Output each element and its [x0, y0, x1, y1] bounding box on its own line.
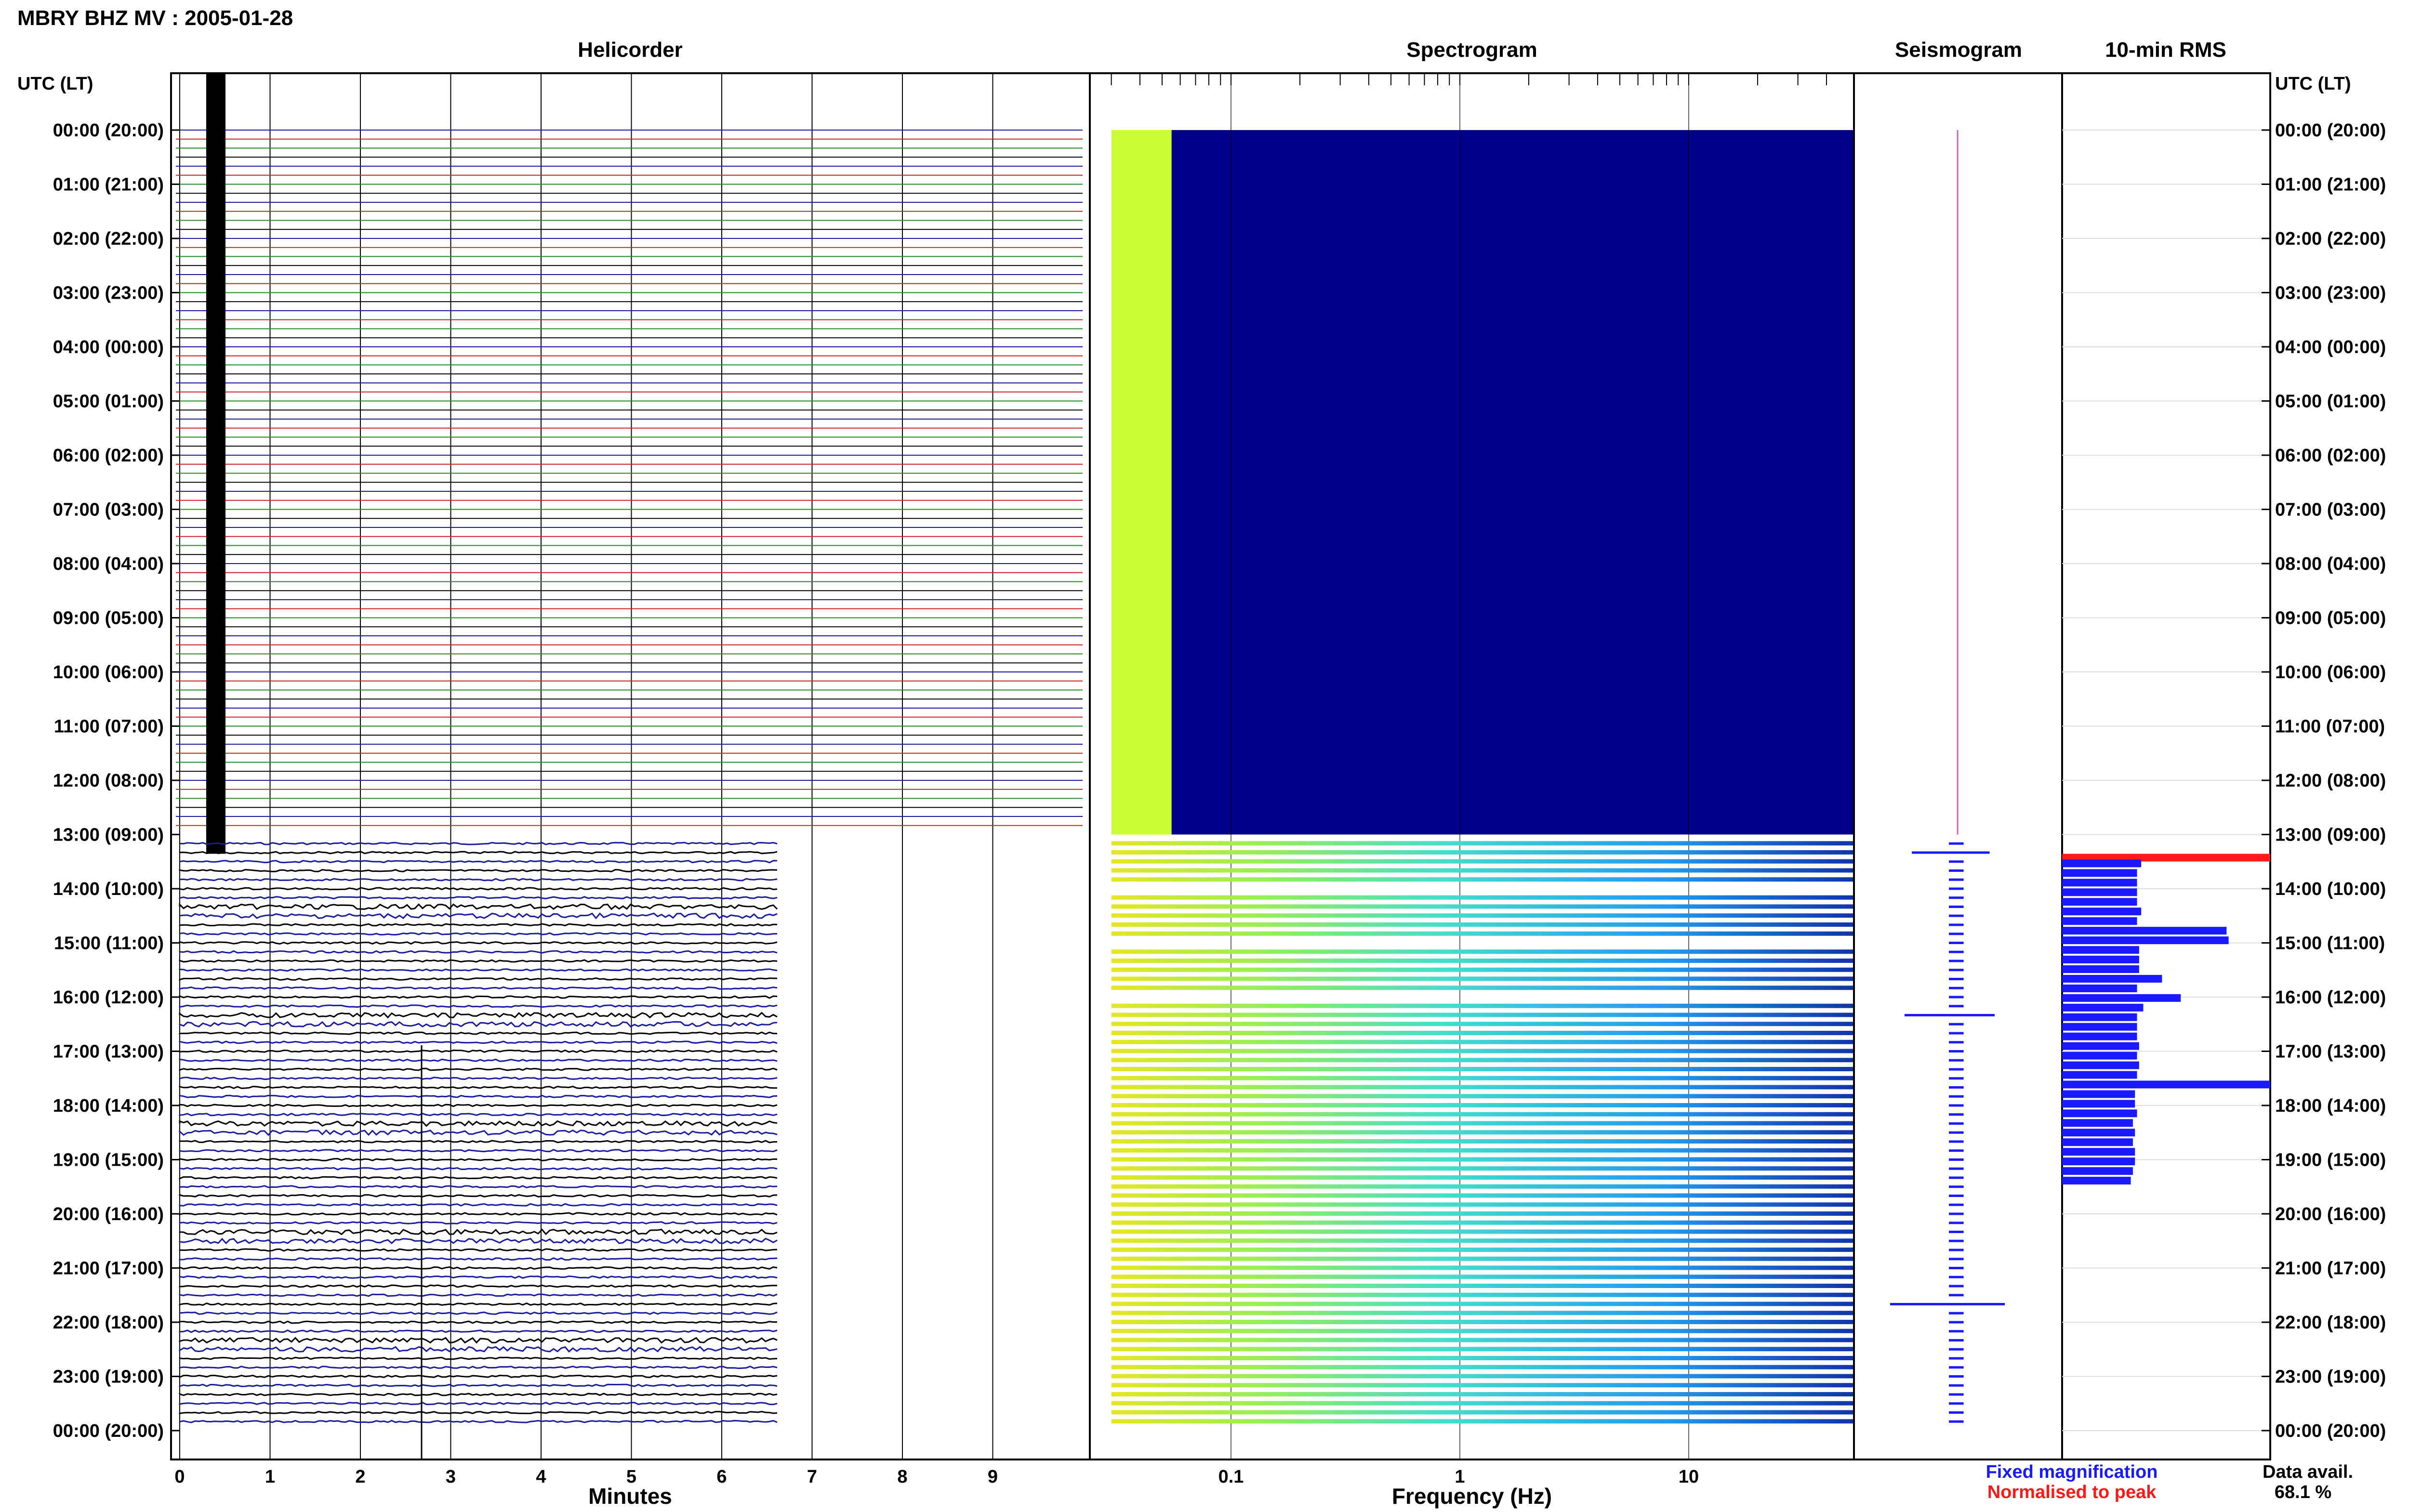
- helicorder-trace: [180, 996, 777, 998]
- rms-bar: [2062, 859, 2141, 867]
- hour-label-right: 22:00 (18:00): [2275, 1313, 2386, 1333]
- rms-panel: [2062, 73, 2270, 1459]
- spectrogram-strip: [1112, 905, 1854, 909]
- helicorder-trace: [180, 1321, 777, 1323]
- helicorder-trace: [180, 1394, 777, 1395]
- helicorder-tick-label: 5: [626, 1467, 637, 1487]
- rms-bar: [2062, 1157, 2135, 1165]
- helicorder-trace: [180, 905, 777, 909]
- helicorder-trace: [180, 1285, 777, 1287]
- helicorder-trace: [180, 942, 777, 944]
- spectrogram-strip: [1112, 1266, 1854, 1270]
- hour-label-left: 16:00 (12:00): [53, 987, 164, 1008]
- spectrogram-strip: [1112, 1293, 1854, 1297]
- helicorder-trace: [180, 1168, 777, 1170]
- hour-label-left: 11:00 (07:00): [53, 716, 164, 737]
- spectrogram-strip: [1112, 1148, 1854, 1153]
- hour-label-right: 12:00 (08:00): [2275, 771, 2386, 791]
- helicorder-trace: [180, 897, 777, 899]
- hour-label-right: 13:00 (09:00): [2275, 825, 2386, 845]
- helicorder-trace: [180, 1204, 777, 1206]
- rms-bar: [2062, 1177, 2131, 1184]
- helicorder-trace: [180, 1087, 777, 1089]
- spectrogram-strip: [1112, 968, 1854, 972]
- spectrogram-strip: [1112, 1230, 1854, 1234]
- helicorder-trace: [180, 978, 777, 980]
- spectrogram-strip: [1112, 1401, 1854, 1406]
- spectrogram-low-band: [1112, 130, 1172, 835]
- spectrogram-strip: [1112, 1103, 1854, 1107]
- data-availability-label: Data avail.: [2263, 1462, 2353, 1482]
- helicorder-trace: [180, 1159, 777, 1161]
- helicorder-trace: [180, 1347, 777, 1352]
- helicorder-trace: [180, 1195, 777, 1197]
- rms-bar: [2062, 1052, 2137, 1060]
- helicorder-trace: [180, 1005, 777, 1007]
- helicorder-trace: [180, 1095, 777, 1097]
- helicorder-tick-label: 3: [445, 1467, 456, 1487]
- spectrogram-strip: [1112, 1194, 1854, 1198]
- hour-label-right: 04:00 (00:00): [2275, 337, 2386, 357]
- helicorder-trace: [180, 1032, 777, 1034]
- helicorder-trace: [180, 842, 777, 844]
- rms-bar: [2062, 1129, 2135, 1136]
- helicorder-trace: [180, 888, 777, 890]
- rms-bar: [2062, 994, 2181, 1002]
- spectrogram-strip: [1112, 977, 1854, 981]
- hour-label-left: 12:00 (08:00): [53, 771, 164, 791]
- helicorder-trace: [180, 924, 777, 926]
- rms-bar: [2062, 1013, 2137, 1021]
- spectrogram-strip: [1112, 1094, 1854, 1098]
- helicorder-trace: [180, 969, 777, 971]
- rms-bar: [2062, 1119, 2133, 1127]
- spectrogram-strip: [1112, 1085, 1854, 1090]
- hour-label-right: 19:00 (15:00): [2275, 1150, 2386, 1170]
- hour-label-left: 22:00 (18:00): [53, 1313, 164, 1333]
- helicorder-saturation: [206, 73, 225, 854]
- spectrogram-xlabel: Frequency (Hz): [1391, 1484, 1552, 1509]
- helicorder-tick-label: 1: [265, 1467, 276, 1487]
- rms-bar: [2062, 1062, 2139, 1069]
- helicorder-tick-label: 7: [807, 1467, 818, 1487]
- hour-label-right: 23:00 (19:00): [2275, 1367, 2386, 1387]
- helicorder-trace: [180, 861, 777, 863]
- spectrogram-strip: [1112, 1013, 1854, 1017]
- spectrogram-tick-label: 0.1: [1218, 1467, 1244, 1487]
- spectrogram-strip: [1112, 1302, 1854, 1306]
- hour-label-right: 03:00 (23:00): [2275, 283, 2386, 303]
- helicorder-trace: [180, 913, 777, 918]
- seismogram-panel: [1854, 73, 2062, 1459]
- helicorder-trace: [180, 1114, 777, 1116]
- helicorder-tick-label: 2: [355, 1467, 366, 1487]
- helicorder-trace: [180, 1130, 777, 1135]
- spectrogram-strip: [1112, 859, 1854, 864]
- rms-bar: [2062, 879, 2137, 886]
- helicorder-trace: [180, 1059, 777, 1061]
- spectrogram-strip: [1112, 1311, 1854, 1315]
- spectrogram-strip: [1112, 1058, 1854, 1062]
- helicorder-trace: [180, 1267, 777, 1269]
- seismogram-header: Seismogram: [1894, 38, 2023, 62]
- hour-label-right: 20:00 (16:00): [2275, 1204, 2386, 1224]
- spectrogram-strip: [1112, 1338, 1854, 1342]
- rms-bar: [2062, 975, 2162, 983]
- hour-label-left: 00:00 (20:00): [53, 120, 164, 141]
- spectrogram-strip: [1112, 1365, 1854, 1369]
- helicorder-trace: [180, 1338, 777, 1343]
- spectrogram-strip: [1112, 841, 1854, 845]
- helicorder-trace: [180, 1051, 777, 1052]
- rms-bar: [2062, 927, 2226, 934]
- spectrogram-strip: [1112, 1329, 1854, 1333]
- hour-label-left: 07:00 (03:00): [53, 500, 164, 520]
- rms-bar: [2062, 869, 2137, 877]
- spectrogram-strip: [1112, 1157, 1854, 1162]
- hour-label-left: 18:00 (14:00): [53, 1096, 164, 1116]
- time-label-left: UTC (LT): [17, 74, 93, 94]
- spectrogram-strip: [1112, 1257, 1854, 1261]
- rms-bar: [2062, 1109, 2137, 1117]
- helicorder-tick-label: 8: [897, 1467, 908, 1487]
- rms-bar: [2062, 1167, 2133, 1175]
- hour-label-left: 20:00 (16:00): [53, 1204, 164, 1224]
- helicorder-trace: [180, 1367, 777, 1368]
- rms-header: 10-min RMS: [2105, 38, 2226, 62]
- rms-bar: [2062, 898, 2137, 906]
- spectrogram-strip: [1112, 1320, 1854, 1324]
- spectrogram-strip: [1112, 1121, 1854, 1126]
- spectrogram-panel: [1090, 73, 1854, 1487]
- spectrogram-strip: [1112, 1184, 1854, 1189]
- spectrogram-strip: [1112, 1175, 1854, 1180]
- hour-label-right: 21:00 (17:00): [2275, 1258, 2386, 1279]
- helicorder-trace: [180, 987, 777, 989]
- rms-bar: [2062, 946, 2139, 954]
- helicorder-trace: [180, 951, 777, 953]
- legend-normalised: Normalised to peak: [1987, 1482, 2157, 1502]
- helicorder-tick-label: 6: [716, 1467, 727, 1487]
- helicorder-trace: [180, 1141, 777, 1143]
- rms-bar: [2062, 1138, 2133, 1146]
- helicorder-tick-label: 4: [536, 1467, 546, 1487]
- rms-bar: [2062, 1090, 2135, 1098]
- spectrogram-strip: [1112, 850, 1854, 855]
- spectrogram-strip: [1112, 949, 1854, 954]
- helicorder-trace: [180, 1303, 777, 1305]
- helicorder-trace: [180, 1249, 777, 1251]
- hour-label-left: 06:00 (02:00): [53, 446, 164, 466]
- hour-label-left: 17:00 (13:00): [53, 1041, 164, 1062]
- spectrogram-strip: [1112, 1392, 1854, 1396]
- helicorder-trace: [180, 1186, 777, 1188]
- helicorder-trace: [180, 1104, 777, 1106]
- helicorder-trace: [180, 852, 777, 854]
- helicorder-trace: [180, 1276, 777, 1278]
- hour-label-left: 23:00 (19:00): [53, 1367, 164, 1387]
- spectrogram-strip: [1112, 1067, 1854, 1071]
- spectrogram-strip: [1112, 1356, 1854, 1360]
- helicorder-trace: [180, 1213, 777, 1215]
- hour-label-right: 09:00 (05:00): [2275, 608, 2386, 629]
- helicorder-trace: [180, 1013, 777, 1018]
- spectrogram-strip: [1112, 1211, 1854, 1216]
- spectrogram-strip: [1112, 1221, 1854, 1225]
- spectrogram-strip: [1112, 959, 1854, 963]
- hour-label-right: 08:00 (04:00): [2275, 554, 2386, 574]
- hour-label-right: 06:00 (02:00): [2275, 446, 2386, 466]
- spectrogram-strip: [1112, 986, 1854, 990]
- page-title: MBRY BHZ MV : 2005-01-28: [17, 6, 293, 30]
- legend-fixed: Fixed magnification: [1985, 1462, 2158, 1482]
- hour-label-right: 00:00 (20:00): [2275, 120, 2386, 141]
- hour-label-right: 15:00 (11:00): [2275, 933, 2385, 954]
- helicorder-trace: [180, 1078, 777, 1079]
- rms-bar: [2062, 1081, 2270, 1089]
- helicorder-tick-label: 9: [987, 1467, 998, 1487]
- helicorder-xlabel: Minutes: [588, 1484, 672, 1509]
- hour-label-right: 05:00 (01:00): [2275, 391, 2386, 412]
- spectrogram-header: Spectrogram: [1406, 38, 1537, 62]
- hour-label-left: 01:00 (21:00): [53, 174, 164, 195]
- rms-bar: [2062, 985, 2137, 992]
- hour-label-right: 00:00 (20:00): [2275, 1421, 2386, 1441]
- helicorder-panel: [171, 73, 1090, 1487]
- hour-label-right: 07:00 (03:00): [2275, 500, 2386, 520]
- helicorder-trace: [180, 1420, 777, 1422]
- rms-bar: [2062, 1023, 2137, 1031]
- hour-label-left: 13:00 (09:00): [53, 825, 164, 845]
- helicorder-trace: [180, 1222, 777, 1224]
- spectrogram-strip: [1112, 1347, 1854, 1351]
- spectrogram-tick-label: 1: [1455, 1467, 1465, 1487]
- spectrogram-strip: [1112, 1419, 1854, 1423]
- helicorder-trace: [180, 1357, 777, 1359]
- hour-label-right: 02:00 (22:00): [2275, 229, 2386, 249]
- hour-label-right: 10:00 (06:00): [2275, 662, 2386, 683]
- hour-label-left: 19:00 (15:00): [53, 1150, 164, 1170]
- spectrogram-strip: [1112, 932, 1854, 936]
- helicorder-trace: [180, 960, 777, 962]
- hour-label-left: 10:00 (06:00): [53, 662, 164, 683]
- spectrogram-tick-label: 10: [1678, 1467, 1699, 1487]
- helicorder-trace: [180, 1403, 777, 1405]
- rms-bar: [2062, 1100, 2135, 1107]
- spectrogram-strip: [1112, 1049, 1854, 1053]
- helicorder-trace: [180, 870, 777, 872]
- hour-label-left: 04:00 (00:00): [53, 337, 164, 357]
- hour-label-left: 02:00 (22:00): [53, 229, 164, 249]
- helicorder-trace: [180, 1121, 777, 1126]
- spectrogram-strip: [1112, 877, 1854, 881]
- hour-label-left: 08:00 (04:00): [53, 554, 164, 574]
- spectrogram-strip: [1112, 1383, 1854, 1387]
- rms-bar: [2062, 907, 2141, 915]
- hour-label-right: 11:00 (07:00): [2275, 716, 2385, 737]
- rms-bar: [2062, 1071, 2137, 1079]
- hour-label-right: 16:00 (12:00): [2275, 987, 2386, 1008]
- helicorder-trace: [180, 1177, 777, 1179]
- spectrogram-strip: [1112, 1076, 1854, 1080]
- spectrogram-strip: [1112, 1202, 1854, 1207]
- helicorder-header: Helicorder: [578, 38, 683, 62]
- hour-label-left: 05:00 (01:00): [53, 391, 164, 412]
- rms-bar: [2062, 1042, 2139, 1050]
- rms-bar: [2062, 1033, 2137, 1040]
- spectrogram-strip: [1112, 1284, 1854, 1288]
- helicorder-trace: [180, 1041, 777, 1043]
- rms-bar: [2062, 1004, 2143, 1012]
- helicorder-trace: [180, 1330, 777, 1332]
- spectrogram-strip: [1112, 1022, 1854, 1026]
- helicorder-trace: [180, 1258, 777, 1260]
- spectrogram-strip: [1112, 1238, 1854, 1243]
- rms-bar: [2062, 956, 2139, 963]
- rms-bar: [2062, 917, 2137, 925]
- hour-label-left: 21:00 (17:00): [53, 1258, 164, 1279]
- helicorder-trace: [180, 1294, 777, 1296]
- spectrogram-strip: [1112, 1410, 1854, 1415]
- helicorder-frame: [171, 73, 1090, 1459]
- helicorder-tick-label: 0: [174, 1467, 185, 1487]
- helicorder-trace: [180, 879, 777, 881]
- helicorder-trace: [180, 1022, 777, 1026]
- spectrogram-strip: [1112, 1374, 1854, 1379]
- spectrogram-strip: [1112, 1031, 1854, 1035]
- helicorder-trace: [180, 1412, 777, 1414]
- spectrogram-strip: [1112, 1112, 1854, 1117]
- spectrogram-strip: [1112, 1139, 1854, 1144]
- spectrogram-strip: [1112, 1248, 1854, 1252]
- helicorder-trace: [180, 1230, 777, 1235]
- helicorder-trace: [180, 1238, 777, 1243]
- hour-label-right: 14:00 (10:00): [2275, 879, 2386, 899]
- time-label-right: UTC (LT): [2275, 74, 2351, 94]
- hour-label-left: 09:00 (05:00): [53, 608, 164, 629]
- helicorder-trace: [180, 1384, 777, 1386]
- spectrogram-strip: [1112, 922, 1854, 927]
- hour-label-right: 01:00 (21:00): [2275, 174, 2386, 195]
- spectrogram-strip: [1112, 1275, 1854, 1279]
- spectrogram-strip: [1112, 868, 1854, 873]
- helicorder-trace: [180, 1312, 777, 1314]
- spectrogram-strip: [1112, 1040, 1854, 1044]
- data-availability-value: 68.1 %: [2274, 1482, 2332, 1502]
- helicorder-trace: [180, 1150, 777, 1152]
- spectrogram-strip: [1112, 1004, 1854, 1008]
- hour-label-right: 18:00 (14:00): [2275, 1096, 2386, 1116]
- hour-label-left: 03:00 (23:00): [53, 283, 164, 303]
- hour-label-left: 14:00 (10:00): [53, 879, 164, 899]
- hour-label-right: 17:00 (13:00): [2275, 1041, 2386, 1062]
- helicorder-trace: [180, 1376, 777, 1378]
- rms-bar: [2062, 936, 2229, 944]
- rms-bar: [2062, 1148, 2135, 1156]
- spectrogram-strip: [1112, 1166, 1854, 1170]
- spectrogram-strip: [1112, 1130, 1854, 1134]
- spectrogram-strip: [1112, 913, 1854, 918]
- helicorder-trace: [180, 933, 777, 935]
- spectrogram-strip: [1112, 895, 1854, 900]
- hour-label-left: 15:00 (11:00): [53, 933, 164, 954]
- spectrogram-high-band: [1172, 130, 1854, 835]
- rms-bar: [2062, 888, 2137, 896]
- rms-frame: [2062, 73, 2270, 1459]
- helicorder-trace: [180, 1068, 777, 1070]
- hour-label-left: 00:00 (20:00): [53, 1421, 164, 1441]
- rms-bar: [2062, 965, 2139, 973]
